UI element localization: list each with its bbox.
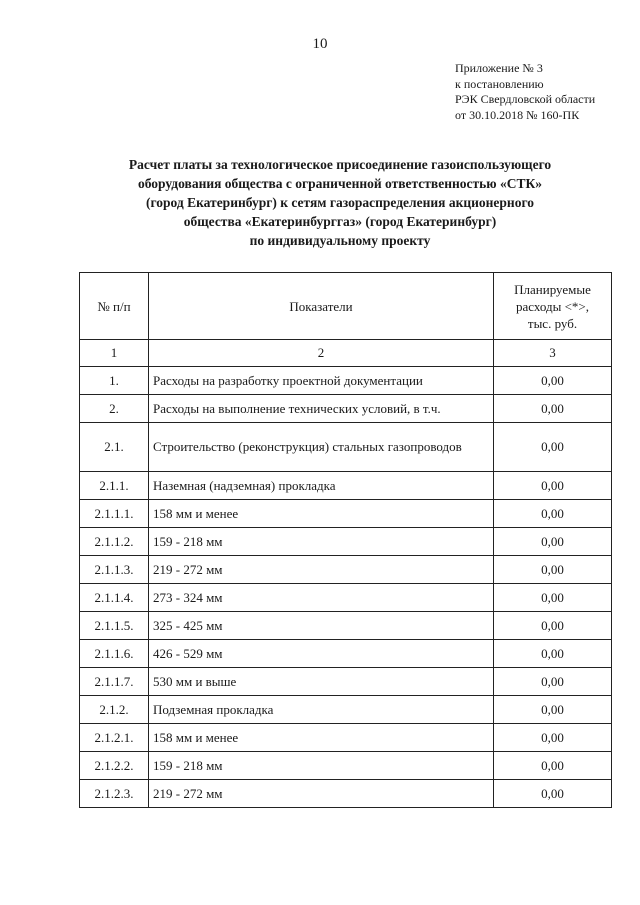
row-indicator: 158 мм и менее [149, 500, 494, 528]
table-header-row [80, 273, 612, 340]
row-number: 2.1.1.3. [80, 556, 149, 584]
header-value [494, 273, 612, 340]
row-value: 0,00 [494, 724, 612, 752]
row-number: 2.1.1.7. [80, 668, 149, 696]
header-num: № п/п [80, 273, 149, 340]
row-value: 0,00 [494, 528, 612, 556]
table-row [80, 500, 612, 528]
row-indicator: 159 - 218 мм [149, 752, 494, 780]
header-indicator: Показатели [149, 273, 494, 340]
column-numbers-row [80, 340, 612, 367]
table-row [80, 556, 612, 584]
table-row [80, 584, 612, 612]
row-number: 2.1.1.4. [80, 584, 149, 612]
row-indicator: 219 - 272 мм [149, 780, 494, 808]
row-value: 0,00 [494, 612, 612, 640]
row-number: 2.1.1. [80, 472, 149, 500]
row-indicator: Расходы на выполнение технических условий, в т.ч. [149, 395, 494, 423]
row-indicator: 273 - 324 мм [149, 584, 494, 612]
row-value: 0,00 [494, 668, 612, 696]
title-line: (город Екатеринбург) к сетям газораспределения акционерного [145, 195, 535, 210]
row-value: 0,00 [494, 696, 612, 724]
table-row [80, 612, 612, 640]
row-indicator: 530 мм и выше [149, 668, 494, 696]
row-value: 0,00 [494, 556, 612, 584]
table-row [80, 367, 612, 395]
appendix-block [455, 61, 595, 123]
row-value: 0,00 [494, 640, 612, 668]
column-number: 2 [149, 340, 494, 367]
row-number: 2.1.2.3. [80, 780, 149, 808]
row-number: 2.1.2.1. [80, 724, 149, 752]
row-number: 2.1.2.2. [80, 752, 149, 780]
row-value: 0,00 [494, 584, 612, 612]
column-number: 1 [80, 340, 149, 367]
title-line: оборудования общества с ограниченной ответственностью «СТК» [137, 176, 543, 191]
appendix-line: Приложение № 3 [455, 61, 543, 75]
row-number: 2.1.1.2. [80, 528, 149, 556]
row-indicator: 426 - 529 мм [149, 640, 494, 668]
row-value: 0,00 [494, 395, 612, 423]
row-number: 2.1. [80, 423, 149, 472]
row-indicator: Расходы на разработку проектной документации [149, 367, 494, 395]
row-indicator: 159 - 218 мм [149, 528, 494, 556]
table-row [80, 752, 612, 780]
title-line: по индивидуальному проекту [249, 233, 431, 248]
column-number: 3 [494, 340, 612, 367]
table-row [80, 472, 612, 500]
table-row [80, 696, 612, 724]
appendix-line: к постановлению [455, 76, 544, 91]
table-row [80, 668, 612, 696]
header-value-line: тыс. руб. [527, 315, 578, 331]
row-number: 2.1.2. [80, 696, 149, 724]
header-value-line: Планируемые [514, 281, 591, 297]
row-value: 0,00 [494, 500, 612, 528]
row-indicator: Подземная прокладка [149, 696, 494, 724]
row-number: 2.1.1.1. [80, 500, 149, 528]
row-indicator: Наземная (надземная) прокладка [149, 472, 494, 500]
row-number: 2.1.1.5. [80, 612, 149, 640]
title-line: общества «Екатеринбурггаз» (город Екатеринбург) [183, 214, 497, 229]
table-row [80, 780, 612, 808]
header-value-line: расходы <*>, [515, 298, 589, 314]
row-indicator: Строительство (реконструкция) стальных газопроводов [149, 423, 494, 472]
table-row [80, 528, 612, 556]
document-title [80, 155, 600, 250]
page-number: 10 [312, 36, 328, 52]
appendix-line: от 30.10.2018 № 160-ПК [455, 107, 580, 122]
row-indicator: 219 - 272 мм [149, 556, 494, 584]
title-line: Расчет платы за технологическое присоединение газоиспользующего [128, 157, 552, 172]
row-value: 0,00 [494, 780, 612, 808]
row-value: 0,00 [494, 752, 612, 780]
row-number: 2. [80, 395, 149, 423]
row-value: 0,00 [494, 367, 612, 395]
table-row [80, 640, 612, 668]
row-value: 0,00 [494, 472, 612, 500]
row-number: 1. [80, 367, 149, 395]
row-number: 2.1.1.6. [80, 640, 149, 668]
cost-table [79, 272, 612, 808]
row-indicator: 158 мм и менее [149, 724, 494, 752]
table-row [80, 423, 612, 472]
table-row [80, 724, 612, 752]
table-row [80, 395, 612, 423]
row-indicator: 325 - 425 мм [149, 612, 494, 640]
row-value: 0,00 [494, 423, 612, 472]
appendix-line: РЭК Свердловской области [455, 92, 596, 106]
